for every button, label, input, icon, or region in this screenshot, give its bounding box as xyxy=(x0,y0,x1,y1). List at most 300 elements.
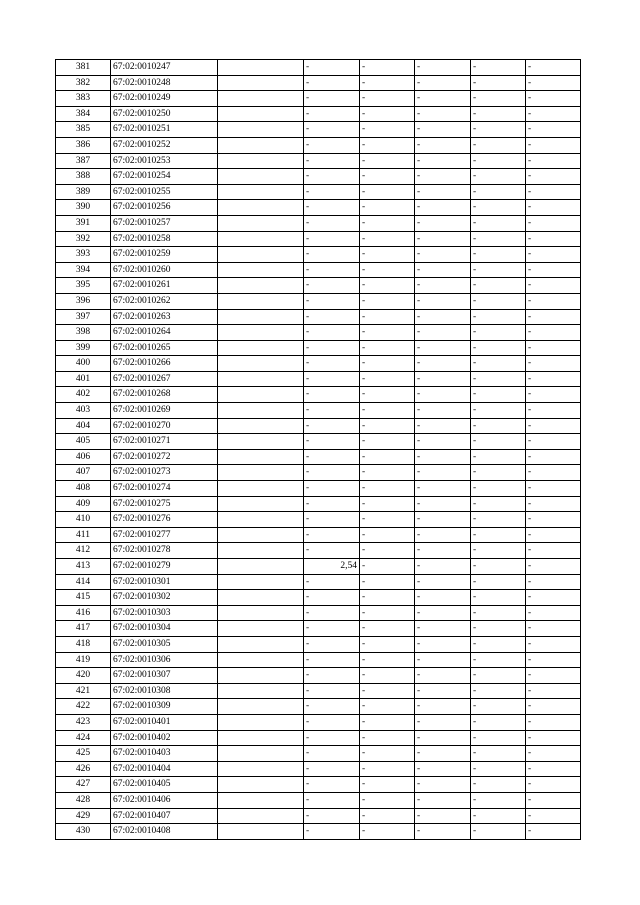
table-row xyxy=(56,371,581,387)
cadastral-code-cell: 67:02:0010257 xyxy=(111,215,218,231)
value-cell-3: - xyxy=(415,465,471,481)
value-cell-3: - xyxy=(415,122,471,138)
cadastral-code-cell: 67:02:0010269 xyxy=(111,403,218,419)
table-row xyxy=(56,262,581,278)
value-cell-2: - xyxy=(360,792,415,808)
value-cell-2: - xyxy=(360,371,415,387)
value-cell-4: - xyxy=(471,590,526,606)
value-cell-1: - xyxy=(304,169,360,185)
table-row xyxy=(56,340,581,356)
value-cell-5: - xyxy=(526,371,581,387)
row-number-cell: 420 xyxy=(56,668,111,684)
value-cell-3: - xyxy=(415,668,471,684)
value-cell-1: - xyxy=(304,777,360,793)
value-cell-1: - xyxy=(304,418,360,434)
empty-cell xyxy=(218,559,304,575)
cadastral-code-cell: 67:02:0010260 xyxy=(111,262,218,278)
row-number-cell: 425 xyxy=(56,746,111,762)
value-cell-2: - xyxy=(360,153,415,169)
cadastral-code-cell: 67:02:0010274 xyxy=(111,481,218,497)
cadastral-code-cell: 67:02:0010277 xyxy=(111,527,218,543)
empty-cell xyxy=(218,808,304,824)
value-cell-3: - xyxy=(415,512,471,528)
table-row xyxy=(56,761,581,777)
cadastral-code-cell: 67:02:0010265 xyxy=(111,340,218,356)
table-row xyxy=(56,699,581,715)
value-cell-1: - xyxy=(304,137,360,153)
table-row xyxy=(56,106,581,122)
empty-cell xyxy=(218,91,304,107)
row-number-cell: 399 xyxy=(56,340,111,356)
row-number-cell: 421 xyxy=(56,683,111,699)
value-cell-3: - xyxy=(415,387,471,403)
value-cell-3: - xyxy=(415,309,471,325)
value-cell-1: - xyxy=(304,714,360,730)
table-body xyxy=(56,60,581,840)
row-number-cell: 411 xyxy=(56,527,111,543)
value-cell-4: - xyxy=(471,75,526,91)
row-number-cell: 388 xyxy=(56,169,111,185)
cadastral-code-cell: 67:02:0010266 xyxy=(111,356,218,372)
value-cell-1: - xyxy=(304,590,360,606)
value-cell-3: - xyxy=(415,590,471,606)
value-cell-1: - xyxy=(304,91,360,107)
empty-cell xyxy=(218,309,304,325)
cadastral-code-cell: 67:02:0010272 xyxy=(111,449,218,465)
value-cell-2: - xyxy=(360,60,415,76)
value-cell-2: - xyxy=(360,169,415,185)
value-cell-4: - xyxy=(471,512,526,528)
value-cell-4: - xyxy=(471,215,526,231)
table-row xyxy=(56,465,581,481)
value-cell-2: - xyxy=(360,683,415,699)
value-cell-4: - xyxy=(471,169,526,185)
value-cell-5: - xyxy=(526,325,581,341)
value-cell-3: - xyxy=(415,683,471,699)
value-cell-3: - xyxy=(415,106,471,122)
value-cell-4: - xyxy=(471,293,526,309)
value-cell-3: - xyxy=(415,543,471,559)
value-cell-4: - xyxy=(471,247,526,263)
value-cell-2: - xyxy=(360,434,415,450)
value-cell-1: - xyxy=(304,153,360,169)
value-cell-3: - xyxy=(415,605,471,621)
cadastral-code-cell: 67:02:0010404 xyxy=(111,761,218,777)
cadastral-code-cell: 67:02:0010259 xyxy=(111,247,218,263)
value-cell-3: - xyxy=(415,714,471,730)
value-cell-5: - xyxy=(526,418,581,434)
value-cell-4: - xyxy=(471,91,526,107)
table-row xyxy=(56,527,581,543)
value-cell-1: - xyxy=(304,387,360,403)
value-cell-4: - xyxy=(471,574,526,590)
value-cell-1: - xyxy=(304,184,360,200)
row-number-cell: 393 xyxy=(56,247,111,263)
value-cell-5: - xyxy=(526,153,581,169)
value-cell-2: - xyxy=(360,527,415,543)
value-cell-3: - xyxy=(415,434,471,450)
value-cell-5: - xyxy=(526,808,581,824)
value-cell-4: - xyxy=(471,340,526,356)
table-row xyxy=(56,574,581,590)
value-cell-5: - xyxy=(526,543,581,559)
value-cell-3: - xyxy=(415,527,471,543)
value-cell-5: - xyxy=(526,60,581,76)
empty-cell xyxy=(218,184,304,200)
row-number-cell: 415 xyxy=(56,590,111,606)
empty-cell xyxy=(218,434,304,450)
table-row xyxy=(56,449,581,465)
value-cell-3: - xyxy=(415,699,471,715)
value-cell-5: - xyxy=(526,278,581,294)
value-cell-3: - xyxy=(415,403,471,419)
table-row xyxy=(56,293,581,309)
value-cell-2: - xyxy=(360,808,415,824)
value-cell-3: - xyxy=(415,200,471,216)
cadastral-code-cell: 67:02:0010309 xyxy=(111,699,218,715)
value-cell-1: - xyxy=(304,636,360,652)
row-number-cell: 418 xyxy=(56,636,111,652)
value-cell-2: - xyxy=(360,714,415,730)
empty-cell xyxy=(218,481,304,497)
value-cell-5: - xyxy=(526,231,581,247)
value-cell-5: - xyxy=(526,714,581,730)
value-cell-3: - xyxy=(415,231,471,247)
table-row xyxy=(56,683,581,699)
table-row xyxy=(56,215,581,231)
empty-cell xyxy=(218,169,304,185)
value-cell-5: - xyxy=(526,699,581,715)
row-number-cell: 389 xyxy=(56,184,111,200)
value-cell-5: - xyxy=(526,496,581,512)
row-number-cell: 423 xyxy=(56,714,111,730)
empty-cell xyxy=(218,387,304,403)
value-cell-4: - xyxy=(471,699,526,715)
value-cell-3: - xyxy=(415,356,471,372)
value-cell-1: - xyxy=(304,75,360,91)
row-number-cell: 404 xyxy=(56,418,111,434)
value-cell-1: - xyxy=(304,824,360,840)
empty-cell xyxy=(218,714,304,730)
table-row xyxy=(56,153,581,169)
value-cell-2: - xyxy=(360,559,415,575)
cadastral-code-cell: 67:02:0010302 xyxy=(111,590,218,606)
table-row xyxy=(56,746,581,762)
value-cell-3: - xyxy=(415,574,471,590)
value-cell-4: - xyxy=(471,714,526,730)
value-cell-3: - xyxy=(415,730,471,746)
value-cell-1: - xyxy=(304,574,360,590)
table-row xyxy=(56,714,581,730)
value-cell-1: - xyxy=(304,215,360,231)
value-cell-2: - xyxy=(360,496,415,512)
value-cell-4: - xyxy=(471,496,526,512)
table-row xyxy=(56,137,581,153)
value-cell-2: - xyxy=(360,543,415,559)
empty-cell xyxy=(218,293,304,309)
value-cell-3: - xyxy=(415,60,471,76)
row-number-cell: 402 xyxy=(56,387,111,403)
value-cell-3: - xyxy=(415,824,471,840)
empty-cell xyxy=(218,247,304,263)
value-cell-5: - xyxy=(526,761,581,777)
value-cell-1: - xyxy=(304,356,360,372)
empty-cell xyxy=(218,215,304,231)
table-row xyxy=(56,325,581,341)
empty-cell xyxy=(218,527,304,543)
table-row xyxy=(56,387,581,403)
value-cell-4: - xyxy=(471,153,526,169)
value-cell-1: - xyxy=(304,325,360,341)
cadastral-code-cell: 67:02:0010405 xyxy=(111,777,218,793)
empty-cell xyxy=(218,200,304,216)
table-row xyxy=(56,605,581,621)
value-cell-2: - xyxy=(360,231,415,247)
table-row xyxy=(56,403,581,419)
value-cell-3: - xyxy=(415,418,471,434)
row-number-cell: 413 xyxy=(56,559,111,575)
empty-cell xyxy=(218,652,304,668)
value-cell-3: - xyxy=(415,325,471,341)
row-number-cell: 406 xyxy=(56,449,111,465)
row-number-cell: 392 xyxy=(56,231,111,247)
value-cell-5: - xyxy=(526,683,581,699)
cadastral-code-cell: 67:02:0010255 xyxy=(111,184,218,200)
value-cell-4: - xyxy=(471,621,526,637)
value-cell-2: - xyxy=(360,636,415,652)
cadastral-code-cell: 67:02:0010268 xyxy=(111,387,218,403)
cadastral-code-cell: 67:02:0010276 xyxy=(111,512,218,528)
cadastral-code-cell: 67:02:0010262 xyxy=(111,293,218,309)
value-cell-3: - xyxy=(415,215,471,231)
value-cell-5: - xyxy=(526,403,581,419)
value-cell-1: - xyxy=(304,340,360,356)
table-row xyxy=(56,824,581,840)
value-cell-4: - xyxy=(471,356,526,372)
value-cell-2: - xyxy=(360,262,415,278)
value-cell-5: - xyxy=(526,75,581,91)
parcel-table xyxy=(55,59,581,840)
value-cell-4: - xyxy=(471,371,526,387)
row-number-cell: 401 xyxy=(56,371,111,387)
value-cell-1: - xyxy=(304,481,360,497)
empty-cell xyxy=(218,449,304,465)
value-cell-4: - xyxy=(471,636,526,652)
value-cell-4: - xyxy=(471,559,526,575)
cadastral-code-cell: 67:02:0010308 xyxy=(111,683,218,699)
value-cell-1: - xyxy=(304,293,360,309)
value-cell-5: - xyxy=(526,777,581,793)
value-cell-5: - xyxy=(526,590,581,606)
value-cell-3: - xyxy=(415,278,471,294)
value-cell-2: - xyxy=(360,309,415,325)
empty-cell xyxy=(218,512,304,528)
row-number-cell: 382 xyxy=(56,75,111,91)
value-cell-3: - xyxy=(415,184,471,200)
value-cell-2: - xyxy=(360,340,415,356)
value-cell-3: - xyxy=(415,247,471,263)
value-cell-1: - xyxy=(304,621,360,637)
value-cell-3: - xyxy=(415,91,471,107)
row-number-cell: 419 xyxy=(56,652,111,668)
cadastral-code-cell: 67:02:0010306 xyxy=(111,652,218,668)
empty-cell xyxy=(218,730,304,746)
row-number-cell: 405 xyxy=(56,434,111,450)
table-row xyxy=(56,356,581,372)
value-cell-5: - xyxy=(526,106,581,122)
value-cell-1: - xyxy=(304,231,360,247)
value-cell-2: - xyxy=(360,590,415,606)
empty-cell xyxy=(218,356,304,372)
value-cell-2: - xyxy=(360,824,415,840)
value-cell-2: - xyxy=(360,325,415,341)
value-cell-5: - xyxy=(526,387,581,403)
table-row xyxy=(56,184,581,200)
value-cell-3: - xyxy=(415,137,471,153)
row-number-cell: 383 xyxy=(56,91,111,107)
empty-cell xyxy=(218,231,304,247)
value-cell-1: - xyxy=(304,200,360,216)
value-cell-4: - xyxy=(471,403,526,419)
value-cell-2: - xyxy=(360,465,415,481)
empty-cell xyxy=(218,746,304,762)
value-cell-1: - xyxy=(304,496,360,512)
table-row xyxy=(56,621,581,637)
cadastral-code-cell: 67:02:0010247 xyxy=(111,60,218,76)
empty-cell xyxy=(218,496,304,512)
value-cell-4: - xyxy=(471,122,526,138)
cadastral-code-cell: 67:02:0010249 xyxy=(111,91,218,107)
row-number-cell: 394 xyxy=(56,262,111,278)
table-row xyxy=(56,808,581,824)
empty-cell xyxy=(218,668,304,684)
value-cell-4: - xyxy=(471,137,526,153)
empty-cell xyxy=(218,465,304,481)
cadastral-code-cell: 67:02:0010305 xyxy=(111,636,218,652)
value-cell-1: - xyxy=(304,761,360,777)
value-cell-1: 2,54 xyxy=(304,559,360,575)
value-cell-2: - xyxy=(360,574,415,590)
table-row xyxy=(56,636,581,652)
value-cell-5: - xyxy=(526,169,581,185)
empty-cell xyxy=(218,340,304,356)
cadastral-code-cell: 67:02:0010279 xyxy=(111,559,218,575)
value-cell-1: - xyxy=(304,434,360,450)
value-cell-1: - xyxy=(304,543,360,559)
value-cell-3: - xyxy=(415,340,471,356)
row-number-cell: 391 xyxy=(56,215,111,231)
value-cell-2: - xyxy=(360,200,415,216)
value-cell-4: - xyxy=(471,605,526,621)
value-cell-1: - xyxy=(304,808,360,824)
row-number-cell: 417 xyxy=(56,621,111,637)
value-cell-1: - xyxy=(304,449,360,465)
table-row xyxy=(56,200,581,216)
table-row xyxy=(56,496,581,512)
cadastral-code-cell: 67:02:0010261 xyxy=(111,278,218,294)
value-cell-4: - xyxy=(471,278,526,294)
row-number-cell: 426 xyxy=(56,761,111,777)
value-cell-4: - xyxy=(471,418,526,434)
value-cell-2: - xyxy=(360,699,415,715)
row-number-cell: 409 xyxy=(56,496,111,512)
row-number-cell: 386 xyxy=(56,137,111,153)
cadastral-code-cell: 67:02:0010267 xyxy=(111,371,218,387)
row-number-cell: 410 xyxy=(56,512,111,528)
value-cell-2: - xyxy=(360,418,415,434)
table-row xyxy=(56,434,581,450)
value-cell-2: - xyxy=(360,777,415,793)
table-row xyxy=(56,792,581,808)
value-cell-2: - xyxy=(360,356,415,372)
value-cell-2: - xyxy=(360,746,415,762)
row-number-cell: 385 xyxy=(56,122,111,138)
value-cell-3: - xyxy=(415,808,471,824)
value-cell-4: - xyxy=(471,683,526,699)
row-number-cell: 398 xyxy=(56,325,111,341)
table-row xyxy=(56,91,581,107)
cadastral-code-cell: 67:02:0010273 xyxy=(111,465,218,481)
empty-cell xyxy=(218,418,304,434)
value-cell-4: - xyxy=(471,668,526,684)
row-number-cell: 407 xyxy=(56,465,111,481)
value-cell-3: - xyxy=(415,293,471,309)
value-cell-4: - xyxy=(471,325,526,341)
cadastral-code-cell: 67:02:0010252 xyxy=(111,137,218,153)
value-cell-2: - xyxy=(360,605,415,621)
value-cell-2: - xyxy=(360,761,415,777)
table-row xyxy=(56,309,581,325)
table-row xyxy=(56,231,581,247)
value-cell-1: - xyxy=(304,699,360,715)
empty-cell xyxy=(218,761,304,777)
empty-cell xyxy=(218,278,304,294)
value-cell-5: - xyxy=(526,512,581,528)
value-cell-5: - xyxy=(526,481,581,497)
empty-cell xyxy=(218,371,304,387)
value-cell-5: - xyxy=(526,746,581,762)
value-cell-4: - xyxy=(471,106,526,122)
value-cell-5: - xyxy=(526,247,581,263)
table-row xyxy=(56,418,581,434)
table-row xyxy=(56,559,581,575)
empty-cell xyxy=(218,605,304,621)
table-row xyxy=(56,652,581,668)
cadastral-code-cell: 67:02:0010307 xyxy=(111,668,218,684)
empty-cell xyxy=(218,543,304,559)
value-cell-5: - xyxy=(526,668,581,684)
table-row xyxy=(56,512,581,528)
empty-cell xyxy=(218,262,304,278)
value-cell-4: - xyxy=(471,200,526,216)
table-row xyxy=(56,169,581,185)
empty-cell xyxy=(218,621,304,637)
cadastral-code-cell: 67:02:0010271 xyxy=(111,434,218,450)
table-row xyxy=(56,481,581,497)
row-number-cell: 400 xyxy=(56,356,111,372)
empty-cell xyxy=(218,824,304,840)
value-cell-4: - xyxy=(471,527,526,543)
table-row xyxy=(56,247,581,263)
value-cell-1: - xyxy=(304,746,360,762)
empty-cell xyxy=(218,60,304,76)
value-cell-2: - xyxy=(360,387,415,403)
value-cell-5: - xyxy=(526,559,581,575)
cadastral-code-cell: 67:02:0010275 xyxy=(111,496,218,512)
value-cell-3: - xyxy=(415,496,471,512)
value-cell-4: - xyxy=(471,184,526,200)
value-cell-2: - xyxy=(360,449,415,465)
